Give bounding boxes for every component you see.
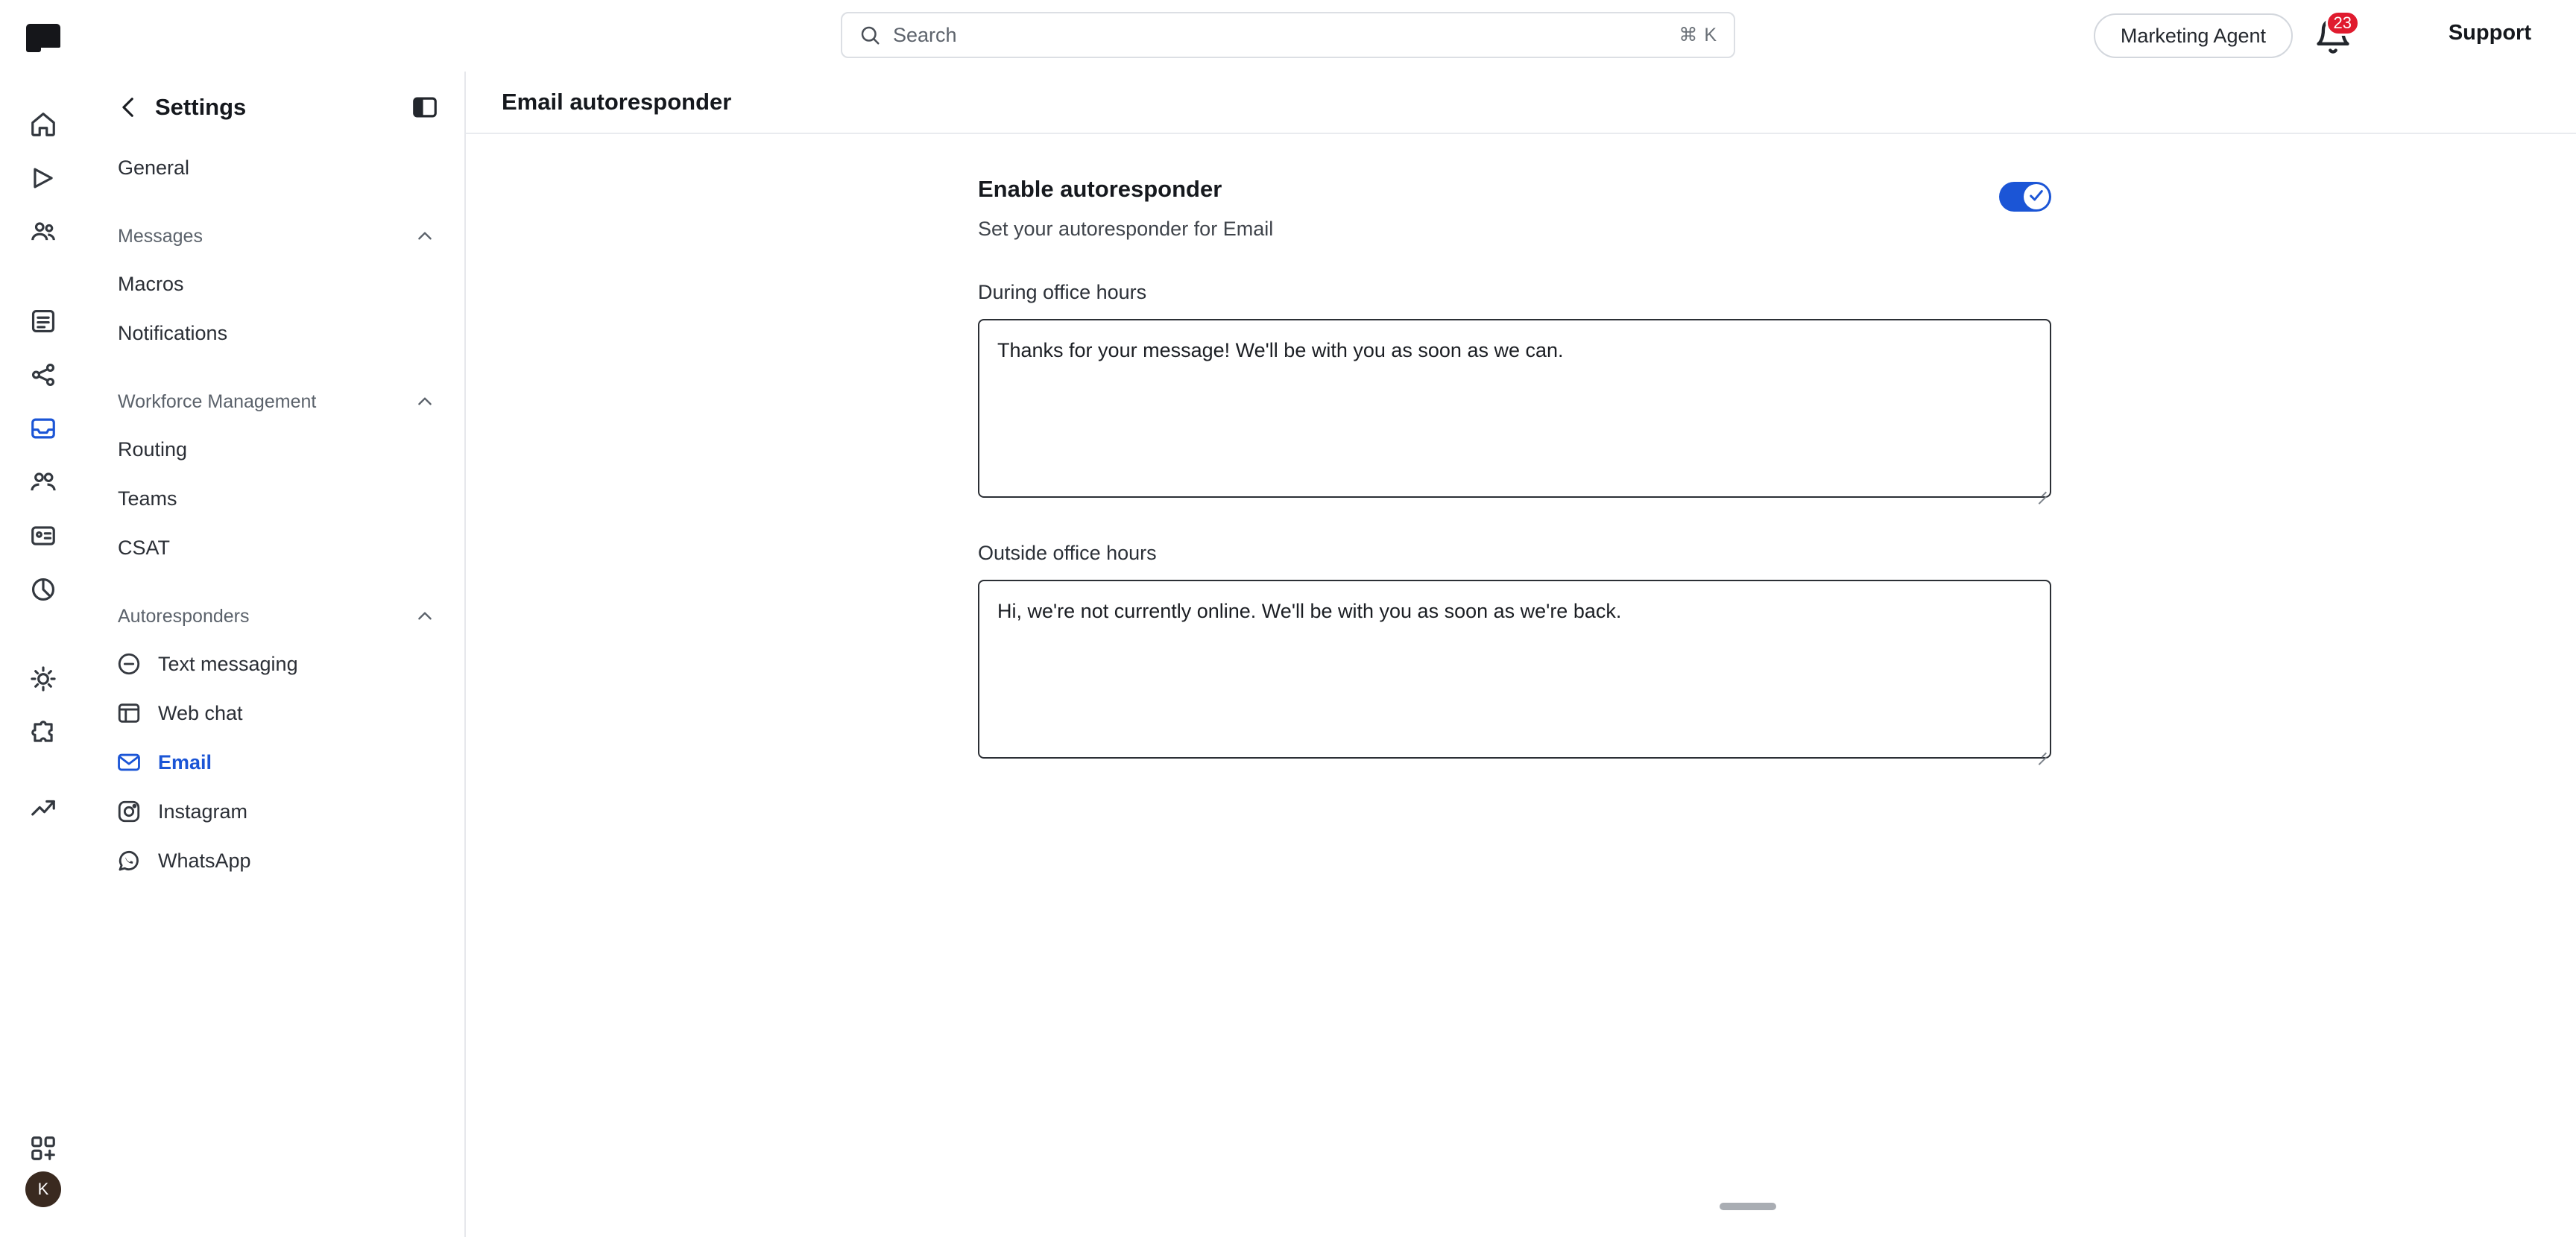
rail-item-contacts[interactable]	[22, 212, 65, 255]
panel-collapse-icon[interactable]	[411, 93, 439, 121]
during-office-hours-textarea[interactable]	[978, 319, 2051, 498]
notification-count-badge: 23	[2326, 10, 2360, 36]
search-shortcut-hint: ⌘ K	[1679, 25, 1717, 45]
rail-item-trends[interactable]	[22, 788, 65, 832]
settings-header	[86, 72, 464, 143]
outside-office-hours-label: Outside office hours	[978, 542, 1157, 564]
left-rail	[0, 72, 86, 1237]
sidebar-group-workforce-management[interactable]	[86, 379, 464, 425]
user-avatar[interactable]: K	[25, 1171, 61, 1207]
bell-icon	[2314, 45, 2352, 58]
main-content	[466, 72, 2576, 1237]
share-nodes-icon	[29, 361, 57, 393]
sun-icon	[29, 665, 57, 697]
sidebar-item-text-messaging[interactable]	[86, 639, 464, 689]
grid-plus-icon	[29, 1134, 57, 1166]
page-title: Settings	[155, 94, 247, 120]
rail-item-cards[interactable]	[22, 516, 65, 559]
message-minus-icon	[116, 651, 142, 677]
sidebar-item-csat[interactable]: CSAT	[118, 536, 171, 559]
card-icon	[29, 522, 57, 554]
sidebar-group-label-autoresponders: Autoresponders	[118, 605, 250, 627]
toggle-knob	[2024, 184, 2049, 209]
rail-item-insights[interactable]	[22, 659, 65, 702]
sidebar-item-label: Email	[158, 750, 212, 773]
chevron-up-icon	[415, 607, 435, 626]
rail-item-reports[interactable]	[22, 569, 65, 613]
sidebar-item-label: Instagram	[158, 800, 248, 823]
sidebar-item-web-chat[interactable]	[86, 689, 464, 738]
rail-item-add-app[interactable]	[22, 1128, 65, 1171]
sidebar-item-label: WhatsApp	[158, 849, 251, 872]
chevron-up-icon	[415, 392, 435, 411]
sidebar-item-teams[interactable]: Teams	[118, 487, 177, 510]
enable-autoresponder-row	[978, 176, 2051, 241]
sidebar-item-routing[interactable]: Routing	[118, 437, 188, 461]
instagram-icon	[116, 799, 142, 824]
chevron-left-icon[interactable]	[116, 95, 142, 120]
trending-up-icon	[29, 794, 57, 826]
during-office-hours-field	[978, 319, 2051, 502]
sidebar-item-label: Text messaging	[158, 652, 298, 675]
puzzle-icon	[29, 718, 57, 750]
settings-form	[466, 134, 2576, 762]
sidebar-group-label-messages: Messages	[118, 225, 203, 247]
pie-chart-icon	[29, 575, 57, 607]
sidebar-item-notifications[interactable]: Notifications	[118, 321, 228, 344]
during-office-hours-label: During office hours	[978, 281, 1147, 303]
top-bar	[0, 0, 2576, 72]
sidebar-item-macros[interactable]: Macros	[118, 272, 184, 295]
contacts-icon	[29, 218, 57, 250]
sidebar-group-messages[interactable]	[86, 213, 464, 259]
main-header	[466, 72, 2576, 134]
sidebar-item-email[interactable]	[86, 738, 464, 787]
envelope-icon	[116, 750, 142, 775]
rail-item-integrations[interactable]	[22, 355, 65, 398]
play-icon	[29, 164, 57, 196]
check-icon	[2028, 187, 2045, 207]
sidebar-group-label-workforce-management: Workforce Management	[118, 390, 317, 412]
sidebar-item-whatsapp[interactable]	[86, 836, 464, 885]
chevron-up-icon	[415, 227, 435, 246]
notifications-button[interactable]	[2314, 13, 2352, 55]
home-indicator	[1720, 1203, 1776, 1210]
sidebar-group-autoresponders[interactable]	[86, 593, 464, 639]
rail-item-apps[interactable]	[22, 712, 65, 756]
rail-item-play[interactable]	[22, 158, 65, 201]
outside-office-hours-field	[978, 580, 2051, 762]
inbox-icon	[29, 414, 57, 446]
home-icon	[29, 110, 57, 142]
search-input[interactable]	[881, 24, 1679, 47]
app-logo[interactable]	[0, 0, 86, 72]
search-bar[interactable]	[841, 12, 1735, 58]
rail-item-team[interactable]	[22, 462, 65, 505]
team-icon	[29, 468, 57, 500]
sidebar-item-instagram[interactable]	[86, 787, 464, 836]
support-link[interactable]: Support	[2448, 21, 2531, 45]
rail-item-lists[interactable]	[22, 301, 65, 344]
whatsapp-icon	[116, 848, 142, 873]
settings-sidebar	[86, 72, 466, 1237]
list-icon	[29, 307, 57, 339]
sidebar-item-label: Web chat	[158, 701, 243, 724]
outside-office-hours-textarea[interactable]	[978, 580, 2051, 759]
logo-mark-icon	[26, 24, 60, 48]
search-icon	[859, 24, 881, 46]
sidebar-item-general[interactable]: General	[118, 156, 190, 179]
enable-autoresponder-texts	[978, 176, 1273, 241]
rail-item-home[interactable]	[22, 104, 65, 148]
rail-item-inbox[interactable]	[22, 408, 65, 452]
main-title: Email autoresponder	[502, 89, 732, 115]
enable-autoresponder-toggle[interactable]	[1999, 182, 2051, 212]
enable-autoresponder-title: Enable autoresponder	[978, 176, 1222, 202]
web-chat-icon	[116, 700, 142, 726]
agent-status-button[interactable]: Marketing Agent	[2094, 13, 2293, 58]
enable-autoresponder-subtitle: Set your autoresponder for Email	[978, 218, 1274, 240]
